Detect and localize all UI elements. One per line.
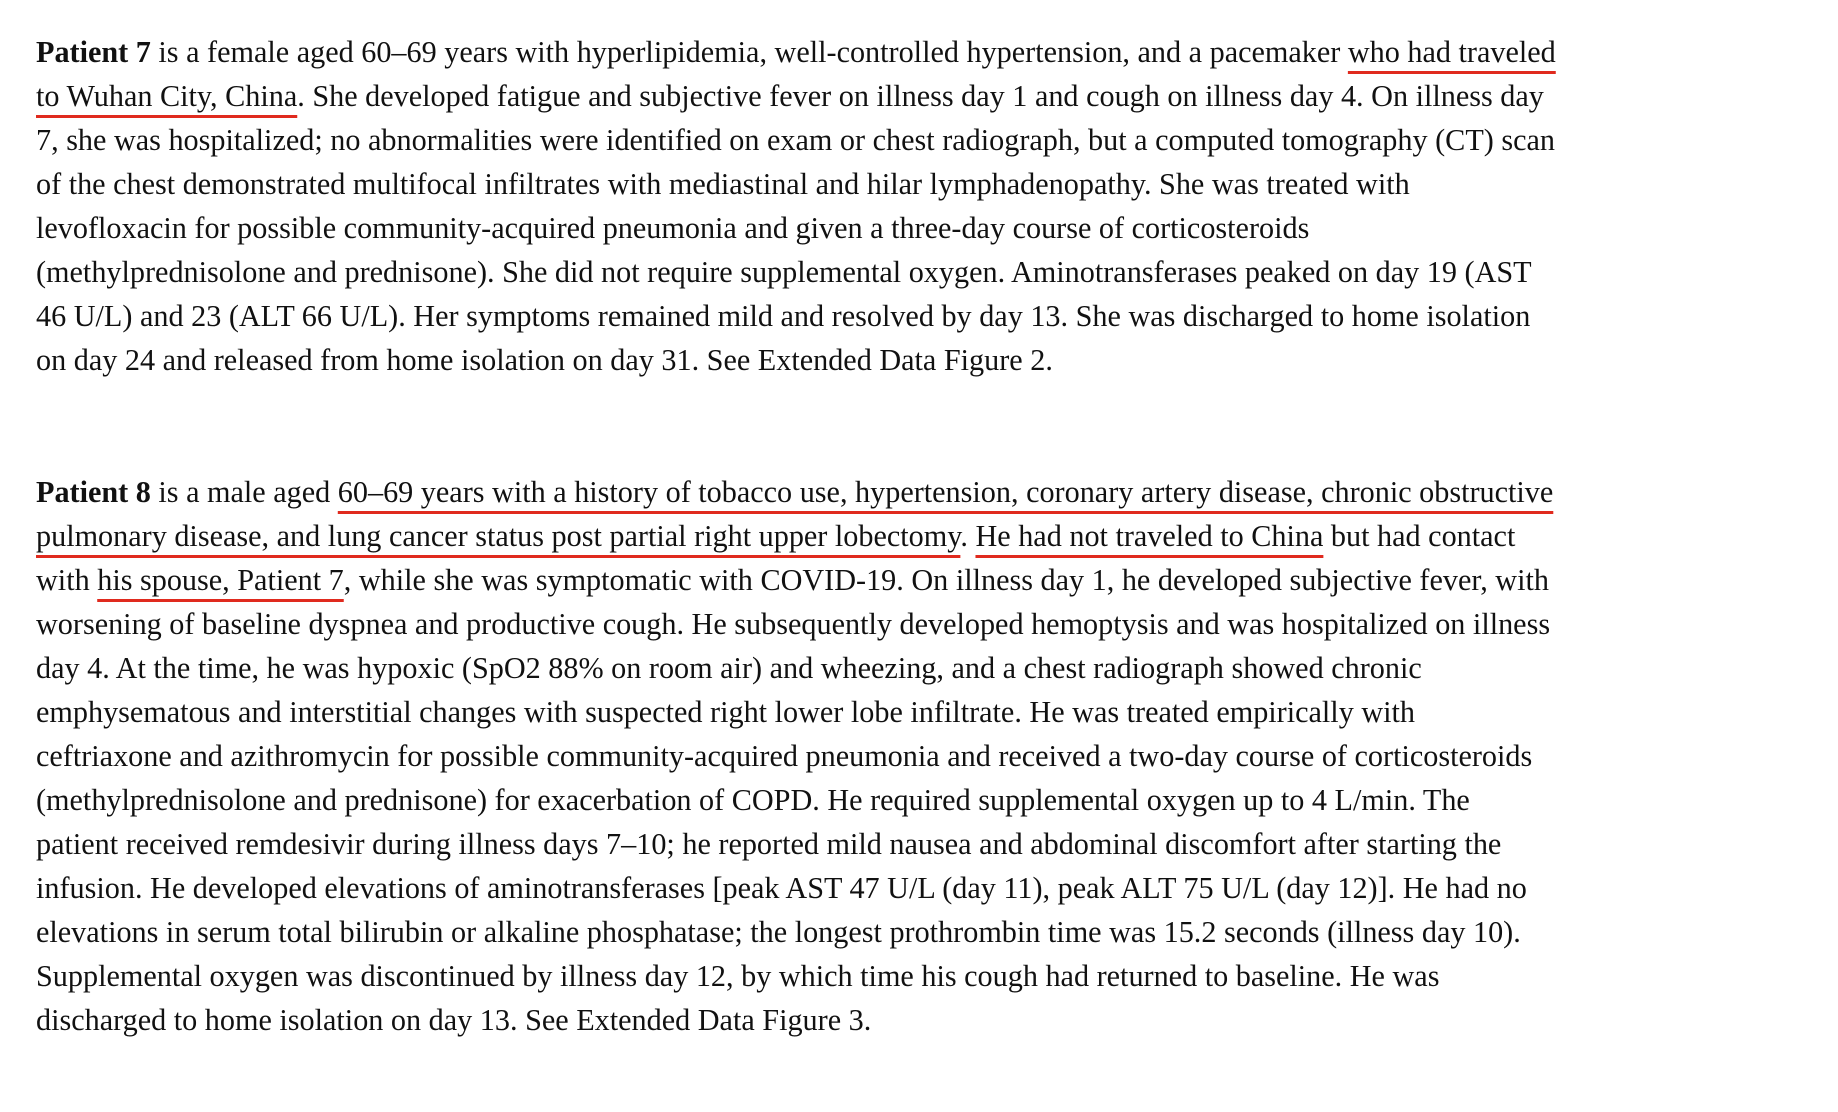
text-line xyxy=(36,470,1826,514)
highlight-medical-history-cont: pulmonary disease, and lung cancer status post partial right upper lobectomy xyxy=(36,519,961,553)
text-line: emphysematous and interstitial changes with suspected right lower lobe infiltrate. He was treated empirically with xyxy=(36,695,1415,729)
patient-8-label: Patient 8 xyxy=(36,475,151,509)
text-run: but had contact xyxy=(1323,519,1516,553)
highlight-no-travel: He had not traveled to China xyxy=(975,519,1324,553)
text-run: , while she was symptomatic with COVID-19. On illness day 1, he developed subjective fever, with xyxy=(343,563,1549,597)
patient-8-paragraph xyxy=(36,470,1826,1042)
text-run: is a male aged xyxy=(150,475,338,509)
text-line: on day 24 and released from home isolation on day 31. See Extended Data Figure 2. xyxy=(36,343,1053,377)
document-page xyxy=(36,30,1826,1042)
text-run: with xyxy=(36,563,98,597)
text-line: levofloxacin for possible community-acquired pneumonia and given a three-day course of corticosteroids xyxy=(36,211,1310,245)
text-run: . She developed fatigue and subjective fever on illness day 1 and cough on illness day 4. On illness day xyxy=(297,79,1544,113)
text-line: 46 U/L) and 23 (ALT 66 U/L). Her symptoms remained mild and resolved by day 13. She was discharged to home isolation xyxy=(36,299,1531,333)
text-line: Supplemental oxygen was discontinued by illness day 12, by which time his cough had returned to baseline. He was xyxy=(36,959,1440,993)
text-line: infusion. He developed elevations of aminotransferases [peak AST 47 U/L (day 11), peak ALT 75 U/L (day 12)]. He had no xyxy=(36,871,1527,905)
text-line: (methylprednisolone and prednisone). She did not require supplemental oxygen. Aminotransferases peaked on day 19 (AST xyxy=(36,255,1532,289)
text-line: elevations in serum total bilirubin or alkaline phosphatase; the longest prothrombin time was 15.2 seconds (illness day 10). xyxy=(36,915,1521,949)
text-line: day 4. At the time, he was hypoxic (SpO2 88% on room air) and wheezing, and a chest radiograph showed chronic xyxy=(36,651,1422,685)
text-line xyxy=(36,30,1826,74)
highlight-contact: his spouse, Patient 7 xyxy=(97,563,344,597)
highlight-medical-history: 60–69 years with a history of tobacco use, hypertension, coronary artery disease, chronic obstructive xyxy=(337,475,1554,509)
text-run: . xyxy=(960,519,976,553)
text-run: is a female aged 60–69 years with hyperlipidemia, well-controlled hypertension, and a pacemaker xyxy=(150,35,1348,69)
text-line xyxy=(36,558,1826,602)
text-line: discharged to home isolation on day 13. See Extended Data Figure 3. xyxy=(36,1003,872,1037)
text-line: worsening of baseline dyspnea and productive cough. He subsequently developed hemoptysis and was hospitalized on illness xyxy=(36,607,1551,641)
text-line: 7, she was hospitalized; no abnormalities were identified on exam or chest radiograph, but a computed tomography (CT) scan xyxy=(36,123,1556,157)
highlight-travel-history: who had traveled xyxy=(1347,35,1556,69)
text-line: (methylprednisolone and prednisone) for exacerbation of COPD. He required supplemental oxygen up to 4 L/min. The xyxy=(36,783,1470,817)
patient-7-paragraph xyxy=(36,30,1826,382)
text-line: of the chest demonstrated multifocal infiltrates with mediastinal and hilar lymphadenopathy. She was treated with xyxy=(36,167,1410,201)
text-line: patient received remdesivir during illness days 7–10; he reported mild nausea and abdominal discomfort after starting the xyxy=(36,827,1502,861)
text-line xyxy=(36,74,1826,118)
highlight-travel-destination: to Wuhan City, China xyxy=(36,79,298,113)
text-line xyxy=(36,514,1826,558)
text-line: ceftriaxone and azithromycin for possible community-acquired pneumonia and received a two-day course of corticosteroids xyxy=(36,739,1533,773)
patient-7-label: Patient 7 xyxy=(36,35,151,69)
